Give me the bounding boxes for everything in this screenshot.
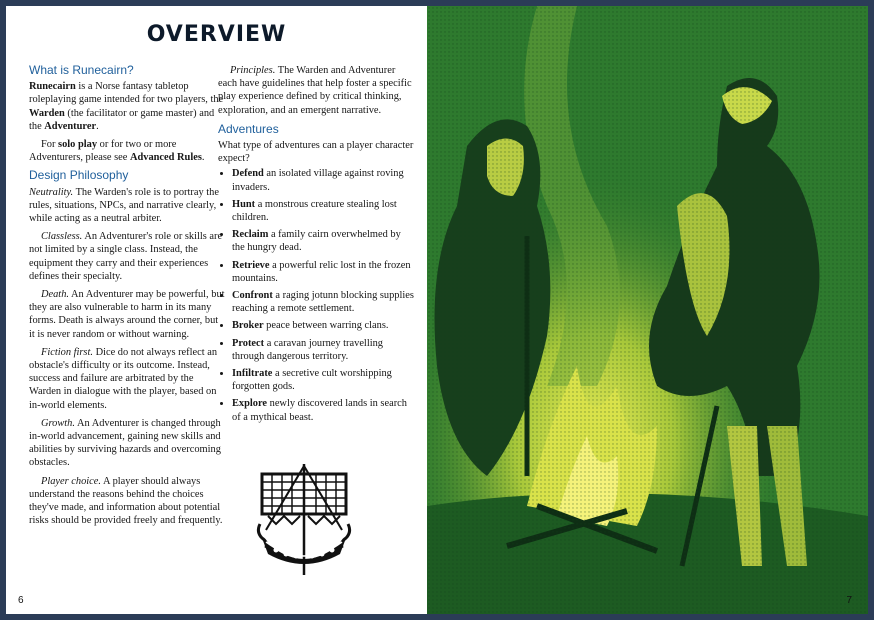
text-span: For bbox=[41, 139, 59, 151]
adventure-verb: Confront bbox=[232, 290, 273, 302]
advanced-rules-link[interactable]: Advanced Rules bbox=[129, 152, 202, 164]
list-item bbox=[232, 319, 414, 332]
adventure-text: a powerful relic lost in the frozen mountains. bbox=[232, 259, 411, 284]
adventures-list bbox=[218, 167, 414, 423]
list-item bbox=[232, 259, 414, 285]
adventure-text: newly discovered lands in search of a mythical beast. bbox=[232, 398, 407, 423]
adventure-verb: Broker bbox=[232, 320, 264, 332]
text-span: . bbox=[201, 152, 205, 164]
design-text: An Adventurer is changed through in-world advancement, gaining new skills and abilities by surviving hazards and overcoming obstacles. bbox=[29, 417, 221, 469]
list-item bbox=[232, 228, 414, 254]
right-column bbox=[218, 64, 414, 428]
page-number: 6 bbox=[18, 595, 24, 606]
list-item bbox=[232, 367, 414, 393]
design-item bbox=[29, 417, 225, 470]
design-item bbox=[29, 288, 225, 341]
adventure-verb: Infiltrate bbox=[232, 368, 273, 380]
adventures-heading: Adventures bbox=[218, 121, 279, 136]
design-term: Fiction first. bbox=[41, 346, 93, 358]
design-item bbox=[29, 230, 225, 283]
design-term: Player choice. bbox=[41, 475, 102, 487]
solo-play-term: solo play bbox=[58, 139, 98, 151]
list-item bbox=[232, 167, 414, 193]
adventure-text: a monstrous creature stealing lost children. bbox=[232, 198, 397, 224]
design-term: Growth. bbox=[41, 417, 75, 429]
page-title: OVERVIEW bbox=[146, 22, 287, 47]
adventure-text: an isolated village against roving invaders. bbox=[232, 168, 404, 193]
adventure-text: a caravan journey travelling through dangerous territory. bbox=[232, 337, 383, 362]
what-is-paragraph-1 bbox=[29, 80, 225, 133]
design-term: Neutrality. bbox=[29, 186, 74, 198]
design-term: Death. bbox=[41, 289, 69, 301]
principles-term: Principles. bbox=[230, 65, 276, 76]
what-is-paragraph-2 bbox=[29, 138, 225, 164]
adventure-verb: Hunt bbox=[232, 198, 256, 210]
longship-icon bbox=[254, 462, 354, 577]
design-item bbox=[29, 346, 225, 412]
design-item bbox=[29, 186, 225, 226]
left-page bbox=[6, 6, 427, 614]
design-text: An Adventurer's role or skills are not limited by a single class. Instead, the equipment they carry and their experiences defines their specialty. bbox=[29, 231, 223, 282]
text-span: . bbox=[96, 120, 99, 132]
list-item bbox=[232, 289, 414, 315]
right-page-illustration bbox=[427, 6, 868, 614]
runecairn-term: Runecairn bbox=[29, 81, 76, 93]
adventure-verb: Defend bbox=[232, 168, 264, 180]
text-span: or for two or more Adventurers, please see bbox=[29, 139, 177, 164]
design-item bbox=[29, 475, 225, 528]
list-item bbox=[232, 337, 414, 363]
text-span: (the facilitator or game master) and the bbox=[29, 107, 215, 132]
adventure-verb: Protect bbox=[232, 337, 265, 349]
design-text: The Warden's role is to portray the rules, situations, NPCs, and narrative clearly, while acting as a neutral arbiter. bbox=[29, 186, 219, 225]
adventure-text: peace between warring clans. bbox=[263, 320, 389, 332]
adventure-verb: Explore bbox=[232, 398, 268, 410]
adventure-text: a raging jotunn blocking supplies reaching a remote settlement. bbox=[232, 290, 414, 315]
list-item bbox=[232, 397, 414, 423]
adventure-text: a family cairn overwhelmed by the hungry dead. bbox=[232, 229, 401, 254]
campfire-illustration bbox=[427, 6, 868, 614]
design-text: A player should always understand the reasons behind the choices they've made, and information about potential risks should be provided freely and frequently. bbox=[29, 475, 223, 527]
what-is-heading: What is Runecairn? bbox=[29, 63, 134, 77]
adventurer-term: Adventurer bbox=[44, 120, 97, 132]
adventure-verb: Reclaim bbox=[232, 229, 269, 241]
principles-text: The Warden and Adventurer each have guidelines that help foster a specific play experience defined by critical thinking, exploration, and an emergent narrative. bbox=[218, 65, 412, 116]
adventure-verb: Retrieve bbox=[232, 259, 270, 271]
list-item bbox=[232, 198, 414, 224]
left-column bbox=[29, 64, 225, 533]
warden-term: Warden bbox=[29, 107, 65, 119]
principles-paragraph bbox=[218, 64, 414, 117]
design-text: An Adventurer may be powerful, but they are also vulnerable to harm in its many forms. Death is always around the corner, but it is never random or without warning. bbox=[29, 289, 225, 340]
design-text: Dice do not always reflect an obstacle's difficulty or its outcome. Instead, success and failure are arbitrated by the Warden in dialogue with the player, based on in-world elements. bbox=[29, 346, 218, 411]
design-term: Classless. bbox=[41, 231, 83, 243]
adventures-intro: What type of adventures can a player character expect? bbox=[218, 140, 414, 165]
adventure-text: a secretive cult worshipping forgotten gods. bbox=[232, 368, 392, 393]
text-span: is a Norse fantasy tabletop roleplaying game intended for two players, the bbox=[29, 81, 224, 106]
design-philosophy-heading: Design Philosophy bbox=[29, 168, 129, 183]
page-number: 7 bbox=[846, 595, 852, 606]
